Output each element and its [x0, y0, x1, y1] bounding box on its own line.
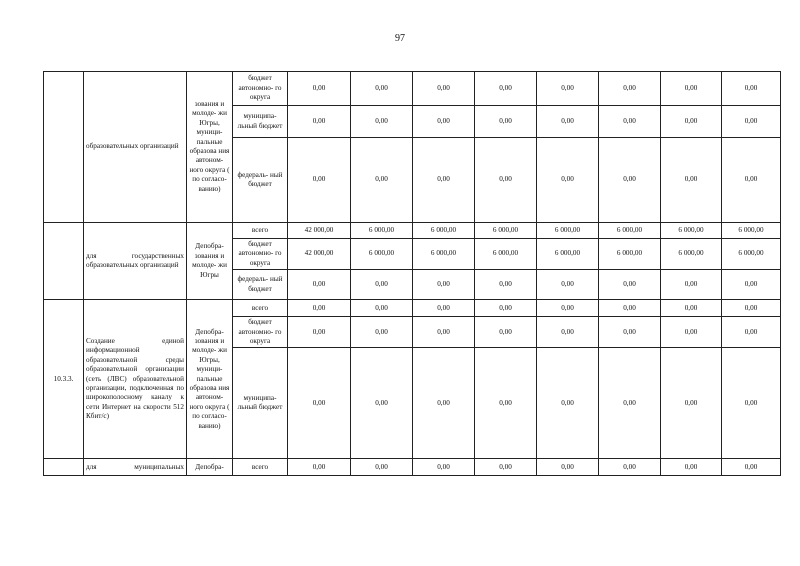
description-text: образовательных организаций: [86, 261, 179, 270]
amount-cell: 0,00: [537, 72, 599, 106]
amount-cell: 6 000,00: [599, 239, 661, 270]
description-text: образовательных организаций: [86, 142, 179, 151]
amount-cell: 0,00: [661, 138, 722, 223]
amount-cell: 6 000,00: [413, 223, 475, 239]
amount-cell: 0,00: [537, 348, 599, 459]
funding-source: муниципа- льный бюджет: [233, 348, 288, 459]
amount-cell: 0,00: [288, 348, 351, 459]
description-word: для: [86, 462, 97, 471]
amount-cell: 0,00: [351, 72, 413, 106]
item-executor: зования и молоде- жи Югры, муници- пальные образова ния автоном- ного округа ( по согласо- ванию): [187, 72, 233, 223]
amount-cell: 0,00: [722, 317, 781, 348]
amount-cell: 0,00: [413, 317, 475, 348]
amount-cell: 0,00: [722, 300, 781, 317]
amount-cell: 6 000,00: [351, 223, 413, 239]
amount-cell: 42 000,00: [288, 223, 351, 239]
amount-cell: 0,00: [475, 300, 537, 317]
item-executor: Депобра-: [187, 459, 233, 476]
amount-cell: 0,00: [599, 317, 661, 348]
item-executor: Депобра- зования и молоде- жи Югры: [187, 223, 233, 300]
item-executor: Депобра- зования и молоде- жи Югры, муници- пальные образова ния автоном- ного округа ( по согласо- ванию): [187, 300, 233, 459]
amount-cell: 0,00: [413, 300, 475, 317]
item-description: [84, 72, 187, 223]
item-code: [44, 72, 84, 223]
amount-cell: 0,00: [537, 459, 599, 476]
amount-cell: 6 000,00: [351, 239, 413, 270]
amount-cell: 0,00: [351, 138, 413, 223]
budget-table: [43, 71, 781, 476]
amount-cell: 0,00: [537, 106, 599, 138]
amount-cell: 0,00: [351, 300, 413, 317]
amount-cell: 0,00: [413, 270, 475, 300]
amount-cell: 0,00: [661, 459, 722, 476]
amount-cell: 0,00: [661, 300, 722, 317]
amount-cell: 0,00: [475, 317, 537, 348]
funding-source: бюджет автономно- го округа: [233, 239, 288, 270]
amount-cell: 0,00: [537, 270, 599, 300]
amount-cell: 6 000,00: [413, 239, 475, 270]
amount-cell: 0,00: [351, 459, 413, 476]
amount-cell: 0,00: [599, 106, 661, 138]
amount-cell: 0,00: [351, 270, 413, 300]
amount-cell: 0,00: [661, 317, 722, 348]
amount-cell: 0,00: [599, 459, 661, 476]
amount-cell: 0,00: [351, 317, 413, 348]
amount-cell: 6 000,00: [661, 223, 722, 239]
amount-cell: 0,00: [722, 106, 781, 138]
amount-cell: 0,00: [288, 138, 351, 223]
amount-cell: 0,00: [722, 459, 781, 476]
funding-source: всего: [233, 459, 288, 476]
page-number: 97: [395, 33, 405, 44]
amount-cell: 6 000,00: [537, 223, 599, 239]
table-row: [44, 300, 781, 317]
amount-cell: 6 000,00: [475, 223, 537, 239]
amount-cell: 0,00: [661, 106, 722, 138]
description-text: Создание единой информационной образовательной среды образовательной организации (сеть (ЛВС) образовательной организации, подключенная по широкополосному каналу к сети Интернет на скорости 512 Кбит/с): [86, 337, 184, 421]
amount-cell: 0,00: [599, 72, 661, 106]
amount-cell: 0,00: [475, 106, 537, 138]
amount-cell: 0,00: [599, 348, 661, 459]
item-code: 10.3.3.: [44, 300, 84, 459]
funding-source: бюджет автономно- го округа: [233, 72, 288, 106]
item-description: [84, 223, 187, 300]
amount-cell: 0,00: [722, 138, 781, 223]
amount-cell: 0,00: [351, 106, 413, 138]
amount-cell: 0,00: [413, 106, 475, 138]
amount-cell: 0,00: [288, 106, 351, 138]
amount-cell: 0,00: [413, 72, 475, 106]
funding-source: всего: [233, 300, 288, 317]
amount-cell: 6 000,00: [599, 223, 661, 239]
description-word: для: [86, 251, 97, 260]
amount-cell: 0,00: [599, 300, 661, 317]
amount-cell: 0,00: [413, 459, 475, 476]
amount-cell: 0,00: [351, 348, 413, 459]
amount-cell: 0,00: [722, 270, 781, 300]
amount-cell: 6 000,00: [661, 239, 722, 270]
amount-cell: 0,00: [475, 459, 537, 476]
amount-cell: 0,00: [288, 300, 351, 317]
amount-cell: 0,00: [288, 459, 351, 476]
amount-cell: 0,00: [722, 348, 781, 459]
table-row: [44, 459, 781, 476]
amount-cell: 0,00: [537, 300, 599, 317]
amount-cell: 6 000,00: [537, 239, 599, 270]
amount-cell: 0,00: [661, 270, 722, 300]
amount-cell: 0,00: [288, 270, 351, 300]
funding-source: федераль- ный бюджет: [233, 270, 288, 300]
amount-cell: 0,00: [599, 138, 661, 223]
amount-cell: 6 000,00: [722, 239, 781, 270]
funding-source: муниципа- льный бюджет: [233, 106, 288, 138]
amount-cell: 0,00: [722, 72, 781, 106]
amount-cell: 0,00: [475, 270, 537, 300]
amount-cell: 0,00: [661, 348, 722, 459]
amount-cell: 6 000,00: [722, 223, 781, 239]
description-word: муниципальных: [134, 462, 184, 471]
amount-cell: 0,00: [599, 270, 661, 300]
table-row: [44, 72, 781, 106]
item-code: [44, 223, 84, 300]
amount-cell: 0,00: [413, 348, 475, 459]
amount-cell: 0,00: [661, 72, 722, 106]
amount-cell: 0,00: [413, 138, 475, 223]
amount-cell: 42 000,00: [288, 239, 351, 270]
amount-cell: 6 000,00: [475, 239, 537, 270]
amount-cell: 0,00: [475, 72, 537, 106]
amount-cell: 0,00: [537, 138, 599, 223]
amount-cell: 0,00: [475, 138, 537, 223]
amount-cell: 0,00: [288, 72, 351, 106]
item-description: [84, 459, 187, 476]
table-row: [44, 223, 781, 239]
amount-cell: 0,00: [537, 317, 599, 348]
funding-source: всего: [233, 223, 288, 239]
description-word: государственных: [131, 251, 184, 260]
funding-source: федераль- ный бюджет: [233, 138, 288, 223]
amount-cell: 0,00: [475, 348, 537, 459]
item-code: [44, 459, 84, 476]
funding-source: бюджет автономно- го округа: [233, 317, 288, 348]
amount-cell: 0,00: [288, 317, 351, 348]
item-description: [84, 300, 187, 459]
